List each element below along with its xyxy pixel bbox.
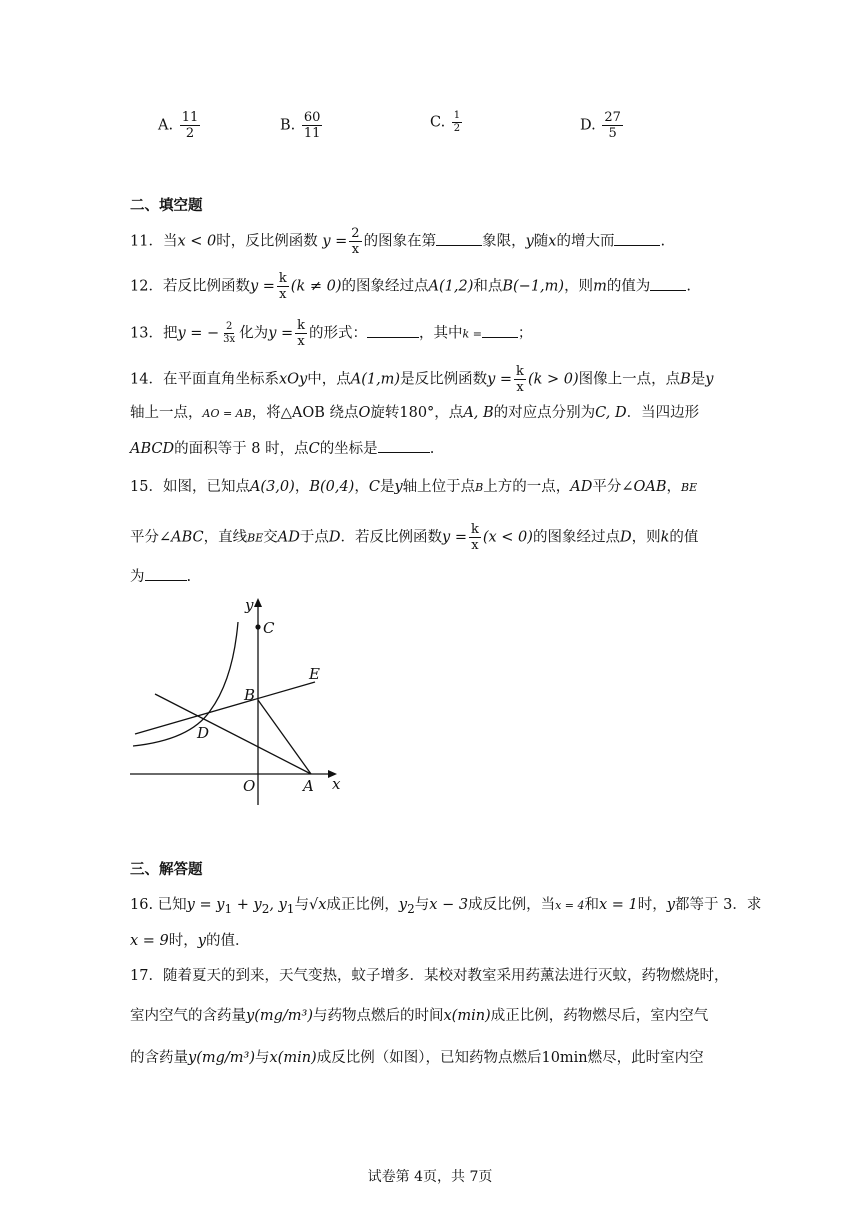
answer-blank[interactable] xyxy=(378,438,430,453)
frac-num: 1 xyxy=(453,110,461,121)
text: 的对应点分别为 xyxy=(493,405,596,421)
text: 成反比例（如图），已知药物点燃后 xyxy=(316,1050,542,1066)
text: ，直线 xyxy=(203,529,248,546)
text: 燃尽，此时室内空 xyxy=(587,1050,704,1066)
text: 图像上一点，点 xyxy=(578,371,681,388)
math: (x < 0) xyxy=(482,529,533,546)
text: . xyxy=(186,569,192,585)
math: A(1,2) xyxy=(428,278,474,295)
text: 的增大而 xyxy=(556,233,615,250)
frac-den: 5 xyxy=(608,126,617,141)
math: y(mg/m³) xyxy=(246,1008,313,1024)
frac-num: k xyxy=(297,318,306,333)
text: 成正比例， xyxy=(326,897,399,913)
text: ， xyxy=(294,479,310,495)
option-letter: D. xyxy=(580,117,596,134)
math: y = xyxy=(268,325,294,342)
math: √x xyxy=(308,897,327,913)
text: 的图象经过点 xyxy=(341,278,429,295)
math: A(1,m) xyxy=(350,371,401,388)
math: x = 4 xyxy=(555,899,585,912)
question-15-line-2 xyxy=(130,522,698,553)
math: BE xyxy=(681,481,698,494)
frac-num: k xyxy=(278,271,287,286)
text: 是 xyxy=(379,479,395,495)
text: 象限， xyxy=(482,233,526,250)
frac-num: 27 xyxy=(604,110,621,125)
text: 成反比例，当 xyxy=(468,897,556,913)
label-x: x xyxy=(332,775,341,793)
math: ABCD xyxy=(130,441,175,457)
text: 平分 xyxy=(130,529,159,546)
option-a xyxy=(158,110,202,141)
option-letter: B. xyxy=(280,117,296,134)
text: 与药物点燃后的时间 xyxy=(313,1008,444,1024)
math: x < 0 xyxy=(177,233,217,250)
frac-den: 11 xyxy=(303,126,321,141)
text: 轴上一点， xyxy=(130,405,203,421)
option-letter: C. xyxy=(430,114,446,131)
text: 与 xyxy=(414,897,430,913)
answer-blank[interactable] xyxy=(482,323,518,338)
text: 的图象经过点 xyxy=(532,529,620,546)
label-c: C xyxy=(263,619,275,637)
text: 时， xyxy=(637,897,667,913)
text: ； xyxy=(517,325,533,342)
math: y xyxy=(197,933,206,949)
option-fraction xyxy=(602,110,623,141)
text: 的形式： xyxy=(309,325,368,342)
math: x − 3 xyxy=(429,897,469,913)
text: 12．若反比例函数 xyxy=(130,278,250,295)
math: x(min) xyxy=(443,1008,491,1024)
text: 的值． xyxy=(205,933,250,949)
text: 是反比例函数 xyxy=(400,371,488,388)
math: AO = AB xyxy=(202,407,252,420)
option-fraction xyxy=(302,110,323,141)
math: x(min) xyxy=(269,1050,317,1066)
label-b: B xyxy=(244,686,256,704)
label-y: y xyxy=(245,596,254,614)
text: 的值为 xyxy=(606,278,651,295)
frac-num: 60 xyxy=(303,110,321,125)
fraction xyxy=(221,321,237,346)
text: 于点 xyxy=(299,529,329,546)
frac-den: x xyxy=(516,380,524,395)
math: A(3,0) xyxy=(249,479,295,495)
math: y = xyxy=(249,278,275,295)
text: 与 xyxy=(294,897,309,913)
answer-blank[interactable] xyxy=(367,323,419,338)
math: y = xyxy=(442,529,467,546)
text: 时，反比例函数 xyxy=(216,233,318,250)
fraction xyxy=(295,318,307,349)
text: ．若反比例函数 xyxy=(340,529,443,546)
question-14-line-2 xyxy=(130,403,699,424)
text: 中，点 xyxy=(307,371,351,388)
math: y = − xyxy=(177,325,220,342)
point-c xyxy=(255,624,260,629)
text: 16. 已知 xyxy=(130,897,187,913)
subscript: 2 xyxy=(407,901,415,916)
text: 时， xyxy=(168,933,198,949)
math: B(0,4) xyxy=(309,479,355,495)
math: C xyxy=(368,479,380,495)
text: ，则 xyxy=(631,529,661,546)
math: y xyxy=(525,233,534,250)
math: y = y xyxy=(186,897,225,913)
question-17-line-3 xyxy=(130,1048,704,1068)
text: 的图象在第 xyxy=(363,233,437,250)
question-12 xyxy=(130,271,691,302)
frac-den: x xyxy=(351,242,360,257)
text: ，其中 xyxy=(419,325,463,342)
answer-blank[interactable] xyxy=(436,231,482,246)
fraction xyxy=(349,226,361,257)
math: + y xyxy=(232,897,262,913)
label-o: O xyxy=(243,777,256,795)
text: ，则 xyxy=(564,278,594,295)
text: ， xyxy=(354,479,369,495)
math: y xyxy=(394,479,403,495)
math: x = 1 xyxy=(599,897,638,913)
math: y(mg/m³) xyxy=(188,1050,255,1066)
answer-blank[interactable] xyxy=(650,276,686,291)
math: C xyxy=(308,441,320,457)
subscript: 1 xyxy=(224,901,233,916)
math: (k ≠ 0) xyxy=(290,278,342,295)
answer-blank[interactable] xyxy=(145,566,187,581)
math: AD xyxy=(570,479,593,495)
text: . xyxy=(686,278,691,295)
math: A, B xyxy=(463,405,494,421)
math: m xyxy=(593,278,607,295)
math: k xyxy=(660,529,670,546)
label-a: A xyxy=(303,777,314,795)
option-fraction xyxy=(452,110,462,135)
frac-num: k xyxy=(470,522,479,537)
text: ，将△AOB 绕点 xyxy=(251,405,359,421)
math: B xyxy=(680,371,691,388)
math: y = xyxy=(487,371,513,388)
frac-den: 2 xyxy=(185,126,195,141)
section-heading-fill-in: 二、填空题 xyxy=(130,197,203,214)
question-13 xyxy=(130,318,532,349)
text: ．当四边形 xyxy=(626,405,700,421)
text: 15．如图，已知点 xyxy=(130,479,250,495)
text: . xyxy=(429,441,435,457)
text: 交 xyxy=(263,529,278,546)
frac-num: 11 xyxy=(181,110,199,125)
text: 13．把 xyxy=(130,325,178,342)
question-15-line-3 xyxy=(130,566,191,587)
segment-ab xyxy=(258,700,311,774)
text: 上方的一点， xyxy=(483,479,571,495)
text: 的值 xyxy=(669,529,699,546)
fraction xyxy=(277,271,289,302)
text: 的含药量 xyxy=(130,1050,188,1066)
text: 轴上位于点 xyxy=(402,479,476,495)
math: x xyxy=(548,233,557,250)
line-be xyxy=(135,682,315,734)
question-16-line-1 xyxy=(130,895,761,919)
page-footer: 试卷第 4页，共 7页 xyxy=(367,1169,493,1185)
text: 都等于 3．求 xyxy=(674,897,762,913)
math: x = 9 xyxy=(130,933,169,949)
frac-den: x xyxy=(471,538,479,553)
math: C, D xyxy=(595,405,627,421)
text: 随 xyxy=(533,233,549,250)
math: B xyxy=(475,481,484,494)
math: y = xyxy=(322,233,348,250)
option-letter: A. xyxy=(158,117,174,134)
text: . xyxy=(660,233,666,250)
math: k = xyxy=(462,327,482,341)
text: 旋转180°，点 xyxy=(370,405,464,421)
question-14-line-1 xyxy=(130,364,714,395)
text: 11．当 xyxy=(130,233,178,250)
math: O xyxy=(358,405,371,421)
coordinate-figure xyxy=(125,590,355,805)
text: ， xyxy=(666,479,682,495)
text: 和点 xyxy=(473,278,503,295)
text: 的坐标是 xyxy=(319,441,378,457)
frac-den: x xyxy=(279,287,287,302)
text: 是 xyxy=(690,371,706,388)
math: BE xyxy=(247,531,264,545)
question-17-line-2 xyxy=(130,1006,708,1026)
fraction xyxy=(514,364,526,395)
math: y xyxy=(398,897,408,913)
question-11 xyxy=(130,226,665,257)
frac-den: x xyxy=(297,334,305,349)
text: 与 xyxy=(255,1050,270,1066)
text: 成正比例，药物燃尽后，室内空气 xyxy=(490,1008,709,1024)
math: AD xyxy=(277,529,300,546)
hyperbola-curve xyxy=(133,622,238,746)
math: 10min xyxy=(541,1050,588,1066)
math: (k > 0) xyxy=(527,371,579,388)
answer-blank[interactable] xyxy=(614,231,660,246)
text: 的面积等于 8 时，点 xyxy=(174,441,309,457)
y-axis-arrow xyxy=(254,598,262,607)
frac-num: 2 xyxy=(225,321,233,332)
text: 化为 xyxy=(239,325,269,342)
text: 室内空气的含药量 xyxy=(130,1008,246,1024)
question-15-line-1 xyxy=(130,477,697,498)
math: y xyxy=(666,897,675,913)
text: 平分 xyxy=(592,479,622,495)
text: 为 xyxy=(130,569,145,585)
option-b xyxy=(280,110,324,141)
question-16-line-2 xyxy=(130,931,249,951)
math: D xyxy=(619,529,632,546)
question-14-line-3 xyxy=(130,438,434,459)
math: ∠OAB xyxy=(621,479,667,495)
section-heading-solve: 三、解答题 xyxy=(130,861,203,878)
subscript: 1 xyxy=(286,901,295,916)
question-17-line-1: 17．随着夏天的到来，天气变热，蚊子增多．某校对教室采用药薰法进行灭蚊，药物燃烧时， xyxy=(130,968,729,984)
frac-den: 2 xyxy=(453,123,461,134)
option-d xyxy=(580,110,625,141)
text: 14．在平面直角坐标系 xyxy=(130,371,279,388)
text: 和 xyxy=(584,897,599,913)
fraction xyxy=(469,522,481,553)
math: ∠ABC xyxy=(159,529,204,546)
frac-num: 2 xyxy=(351,226,360,241)
math: B(−1,m) xyxy=(502,278,565,295)
label-e: E xyxy=(309,665,320,683)
frac-den: 3x xyxy=(223,334,236,345)
label-d: D xyxy=(197,724,210,742)
option-fraction xyxy=(180,110,201,141)
frac-num: k xyxy=(516,364,524,379)
math: D xyxy=(328,529,341,546)
math: xOy xyxy=(278,371,308,388)
subscript: 2 xyxy=(261,901,270,916)
option-c xyxy=(430,110,464,135)
math: y xyxy=(705,371,714,388)
math: , y xyxy=(269,897,287,913)
